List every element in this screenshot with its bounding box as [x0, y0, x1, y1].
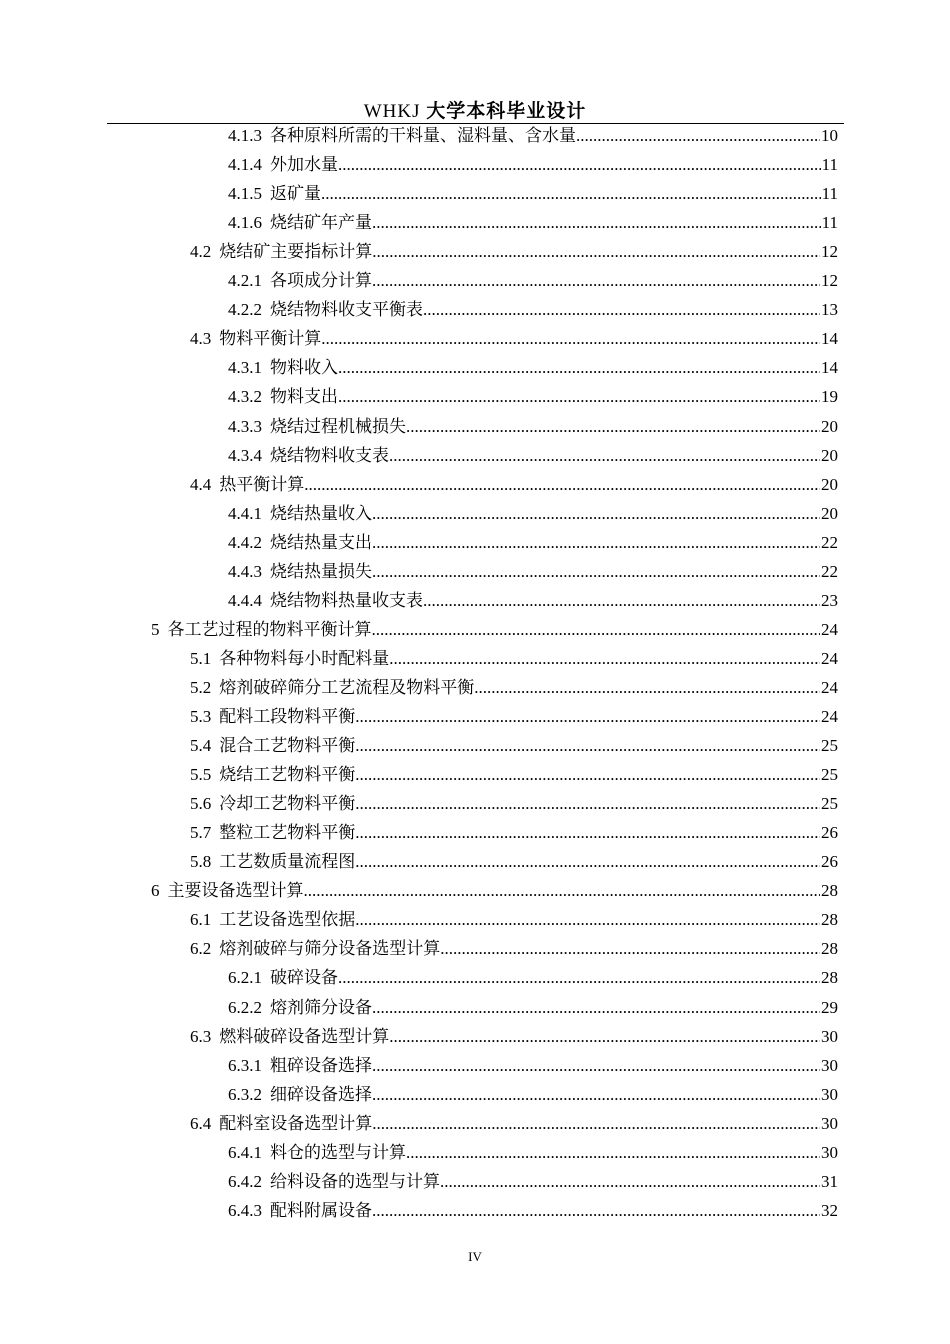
toc-entry-page: 19 [821, 387, 838, 407]
toc-entry-title: 烧结热量收入 [270, 503, 372, 523]
page-number: IV [468, 1249, 482, 1264]
toc-entry-number: 4.4 [190, 474, 212, 494]
toc-dot-leader [372, 500, 820, 528]
toc-entry-number: 4.3.3 [228, 416, 262, 436]
toc-entry[interactable] [190, 1110, 838, 1138]
toc-entry-page: 24 [821, 707, 838, 726]
toc-entry-number: 4.2.2 [228, 300, 262, 320]
toc-entry-page: 28 [821, 968, 838, 988]
toc-dot-leader [423, 587, 820, 615]
toc-entry[interactable] [190, 645, 838, 673]
toc-dot-leader [321, 325, 820, 353]
toc-entry[interactable] [228, 1168, 838, 1196]
toc-entry-title: 料仓的选型与计算 [270, 1142, 406, 1162]
toc-entry-number: 6.3 [190, 1026, 212, 1046]
header-title: 大学本科毕业设计 [426, 100, 587, 122]
header-latin-text: WHKJ [363, 101, 421, 122]
toc-entry-number: 5.1 [190, 648, 212, 668]
toc-entry[interactable] [190, 325, 838, 353]
toc-entry-title: 物料支出 [270, 387, 338, 407]
toc-entry-number: 4.1.5 [228, 184, 262, 204]
toc-entry[interactable] [190, 732, 838, 760]
toc-entry-title: 熔剂破碎筛分工艺流程及物料平衡 [219, 677, 475, 697]
toc-entry[interactable] [228, 1052, 838, 1080]
toc-entry[interactable] [228, 296, 838, 324]
toc-entry-title: 热平衡计算 [219, 474, 305, 494]
toc-dot-leader [389, 442, 820, 470]
toc-entry-page: 20 [821, 416, 838, 436]
toc-entry-title: 烧结矿主要指标计算 [219, 242, 373, 262]
toc-entry-page: 32 [821, 1200, 838, 1220]
toc-entry-page: 11 [821, 184, 838, 204]
toc-entry[interactable] [228, 442, 838, 470]
toc-entry-number: 6.2.1 [228, 968, 262, 988]
toc-entry-number: 6.4.1 [228, 1142, 262, 1162]
toc-dot-leader [389, 1023, 820, 1051]
toc-dot-leader [423, 296, 820, 324]
toc-dot-leader [372, 529, 820, 557]
toc-dot-leader [406, 1139, 820, 1167]
toc-entry-number: 4.1.6 [228, 213, 262, 233]
toc-entry-number: 5.8 [190, 852, 212, 872]
toc-entry-title: 熔剂破碎与筛分设备选型计算 [219, 939, 441, 959]
toc-dot-leader [355, 703, 820, 731]
toc-entry[interactable] [228, 122, 838, 150]
toc-dot-leader [338, 383, 820, 411]
toc-entry[interactable] [228, 500, 838, 528]
toc-entry-number: 4.4.4 [228, 590, 262, 610]
toc-dot-leader [355, 761, 820, 789]
toc-entry-title: 物料收入 [270, 358, 338, 378]
toc-entry-page: 25 [821, 765, 838, 785]
toc-entry[interactable] [228, 180, 838, 208]
toc-dot-leader [304, 877, 821, 905]
toc-dot-leader [372, 238, 820, 266]
toc-entry-title: 烧结物料收支表 [270, 445, 389, 465]
toc-entry-page: 23 [821, 590, 838, 610]
toc-dot-leader [406, 413, 820, 441]
toc-entry-title: 各种物料每小时配料量 [219, 648, 390, 668]
toc-entry-page: 10 [821, 126, 838, 145]
toc-entry[interactable] [228, 413, 838, 441]
toc-entry-page: 30 [821, 1026, 838, 1046]
toc-entry-page: 24 [821, 619, 838, 639]
toc-entry-page: 25 [821, 736, 838, 756]
toc-dot-leader [321, 180, 821, 208]
toc-entry-title: 配料附属设备 [270, 1200, 372, 1220]
toc-entry-number: 6.3.2 [228, 1084, 262, 1104]
toc-entry-number: 6.2 [190, 939, 212, 959]
toc-entry-number: 6.4 [190, 1113, 212, 1133]
toc-entry-number: 5.6 [190, 794, 212, 814]
toc-dot-leader [338, 151, 821, 179]
toc-entry[interactable] [190, 238, 838, 266]
toc-entry-number: 4.2.1 [228, 271, 262, 291]
toc-entry-page: 14 [821, 329, 838, 349]
toc-entry-title: 工艺设备选型依据 [219, 910, 356, 930]
toc-entry[interactable] [190, 471, 838, 499]
toc-entry-page: 20 [821, 503, 838, 523]
toc-entry-title: 细碎设备选择 [270, 1084, 372, 1104]
toc-entry[interactable] [228, 1197, 838, 1225]
toc-dot-leader [372, 1110, 820, 1138]
toc-entry-number: 5.3 [190, 707, 212, 726]
toc-entry-title: 烧结物料收支平衡表 [270, 300, 423, 320]
toc-dot-leader [372, 558, 820, 586]
toc-entry[interactable] [190, 790, 838, 818]
toc-entry-number: 6.4.3 [228, 1200, 262, 1220]
toc-entry-title: 外加水量 [270, 155, 338, 175]
toc-entry[interactable] [151, 616, 838, 644]
toc-dot-leader [304, 471, 820, 499]
toc-entry-page: 22 [821, 532, 838, 552]
toc-dot-leader [355, 732, 820, 760]
toc-entry-title: 各工艺过程的物料平衡计算 [167, 619, 372, 639]
toc-entry-title: 返矿量 [270, 184, 321, 204]
toc-entry-number: 6.3.1 [228, 1055, 262, 1075]
toc-entry-page: 29 [821, 997, 838, 1017]
toc-entry[interactable] [151, 877, 838, 905]
toc-entry-number: 5.7 [190, 823, 212, 843]
toc-dot-leader [440, 1168, 820, 1196]
toc-entry-page: 12 [821, 242, 838, 262]
toc-entry-title: 配料工段物料平衡 [219, 707, 356, 726]
toc-entry[interactable] [228, 587, 838, 615]
toc-dot-leader [355, 848, 820, 876]
toc-entry-title: 烧结过程机械损失 [270, 416, 406, 436]
toc-entry[interactable] [228, 964, 838, 992]
toc-entry[interactable] [228, 1081, 838, 1109]
toc-dot-leader [576, 122, 820, 150]
toc-entry-number: 6.2.2 [228, 997, 262, 1017]
toc-entry[interactable] [228, 1139, 838, 1167]
toc-dot-leader [355, 819, 820, 847]
toc-entry-page: 20 [821, 445, 838, 465]
toc-entry-number: 5.5 [190, 765, 212, 785]
toc-entry[interactable] [190, 819, 838, 847]
toc-entry-title: 燃料破碎设备选型计算 [219, 1026, 390, 1046]
toc-entry[interactable] [190, 935, 838, 963]
toc-entry[interactable] [190, 848, 838, 876]
toc-dot-leader [474, 674, 820, 702]
toc-dot-leader [389, 645, 820, 673]
toc-entry-number: 4.1.4 [228, 155, 262, 175]
toc-entry-number: 6 [151, 881, 160, 901]
toc-entry-title: 烧结物料热量收支表 [270, 590, 423, 610]
toc-entry-title: 整粒工艺物料平衡 [219, 823, 356, 843]
toc-entry-title: 粗碎设备选择 [270, 1055, 372, 1075]
toc-entry-page: 28 [821, 881, 838, 901]
toc-dot-leader [372, 994, 820, 1022]
toc-entry-page: 11 [821, 155, 838, 175]
toc-entry-number: 5.2 [190, 677, 212, 697]
toc-dot-leader [355, 790, 820, 818]
toc-dot-leader [372, 616, 821, 644]
toc-entry-number: 4.4.1 [228, 503, 262, 523]
toc-entry[interactable] [228, 383, 838, 411]
toc-entry[interactable] [228, 151, 838, 179]
toc-entry-title: 给料设备的选型与计算 [270, 1171, 440, 1191]
toc-entry[interactable] [228, 558, 838, 586]
toc-entry-page: 20 [821, 474, 838, 494]
toc-dot-leader [372, 267, 820, 295]
toc-entry-number: 4.4.2 [228, 532, 262, 552]
toc-entry-number: 5 [151, 619, 160, 639]
toc-entry[interactable] [190, 703, 838, 731]
toc-entry-number: 4.3.1 [228, 358, 262, 378]
toc-dot-leader [372, 1081, 820, 1109]
toc-entry-title: 烧结热量损失 [270, 561, 372, 581]
toc-entry-title: 烧结工艺物料平衡 [219, 765, 356, 785]
toc-entry-page: 30 [821, 1113, 838, 1133]
toc-entry-number: 4.3 [190, 329, 212, 349]
toc-entry-number: 4.1.3 [228, 126, 262, 145]
toc-entry-page: 30 [821, 1142, 838, 1162]
toc-entry-number: 6.1 [190, 910, 212, 930]
toc-entry-number: 4.3.2 [228, 387, 262, 407]
toc-entry[interactable] [228, 354, 838, 382]
toc-entry-page: 24 [821, 677, 838, 697]
toc-entry-title: 破碎设备 [270, 968, 338, 988]
toc-dot-leader [338, 354, 820, 382]
toc-entry-page: 26 [821, 823, 838, 843]
toc-entry-title: 烧结矿年产量 [270, 213, 372, 233]
toc-entry-page: 24 [821, 648, 838, 668]
toc-entry-title: 冷却工艺物料平衡 [219, 794, 356, 814]
toc-entry-page: 22 [821, 561, 838, 581]
toc-dot-leader [338, 964, 820, 992]
toc-entry-number: 4.3.4 [228, 445, 262, 465]
toc-entry-page: 26 [821, 852, 838, 872]
toc-entry-page: 30 [821, 1084, 838, 1104]
toc-entry[interactable] [190, 674, 838, 702]
toc-entry-page: 11 [821, 213, 838, 233]
toc-entry-page: 30 [821, 1055, 838, 1075]
toc-entry-title: 烧结热量支出 [270, 532, 372, 552]
toc-entry[interactable] [228, 209, 838, 237]
toc-entry-title: 各种原料所需的干料量、湿料量、含水量 [270, 126, 576, 145]
toc-entry[interactable] [190, 906, 838, 934]
toc-entry-title: 工艺数质量流程图 [219, 852, 356, 872]
toc-entry[interactable] [190, 761, 838, 789]
toc-entry-title: 熔剂筛分设备 [270, 997, 372, 1017]
toc-entry-number: 4.4.3 [228, 561, 262, 581]
toc-entry-page: 14 [821, 358, 838, 378]
toc-entry-page: 28 [821, 939, 838, 959]
toc-dot-leader [355, 906, 820, 934]
toc-entry-number: 5.4 [190, 736, 212, 756]
toc-dot-leader [372, 1052, 820, 1080]
toc-entry-number: 6.4.2 [228, 1171, 262, 1191]
toc-entry-title: 物料平衡计算 [219, 329, 322, 349]
toc-entry-page: 28 [821, 910, 838, 930]
toc-entry-title: 混合工艺物料平衡 [219, 736, 356, 756]
toc-entry-page: 31 [821, 1171, 838, 1191]
toc-entry-title: 各项成分计算 [270, 271, 372, 291]
page-header [0, 96, 950, 123]
toc-entry-page: 12 [821, 271, 838, 291]
toc-entry-number: 4.2 [190, 242, 212, 262]
toc-entry[interactable] [228, 529, 838, 557]
toc-entry-page: 25 [821, 794, 838, 814]
toc-entry[interactable] [228, 267, 838, 295]
toc-entry-title: 主要设备选型计算 [167, 881, 304, 901]
toc-dot-leader [440, 935, 820, 963]
toc-entry[interactable] [190, 1023, 838, 1051]
toc-entry-title: 配料室设备选型计算 [219, 1113, 373, 1133]
toc-dot-leader [372, 209, 821, 237]
toc-dot-leader [372, 1197, 820, 1225]
toc-entry[interactable] [228, 994, 838, 1022]
toc-entry-page: 13 [821, 300, 838, 320]
